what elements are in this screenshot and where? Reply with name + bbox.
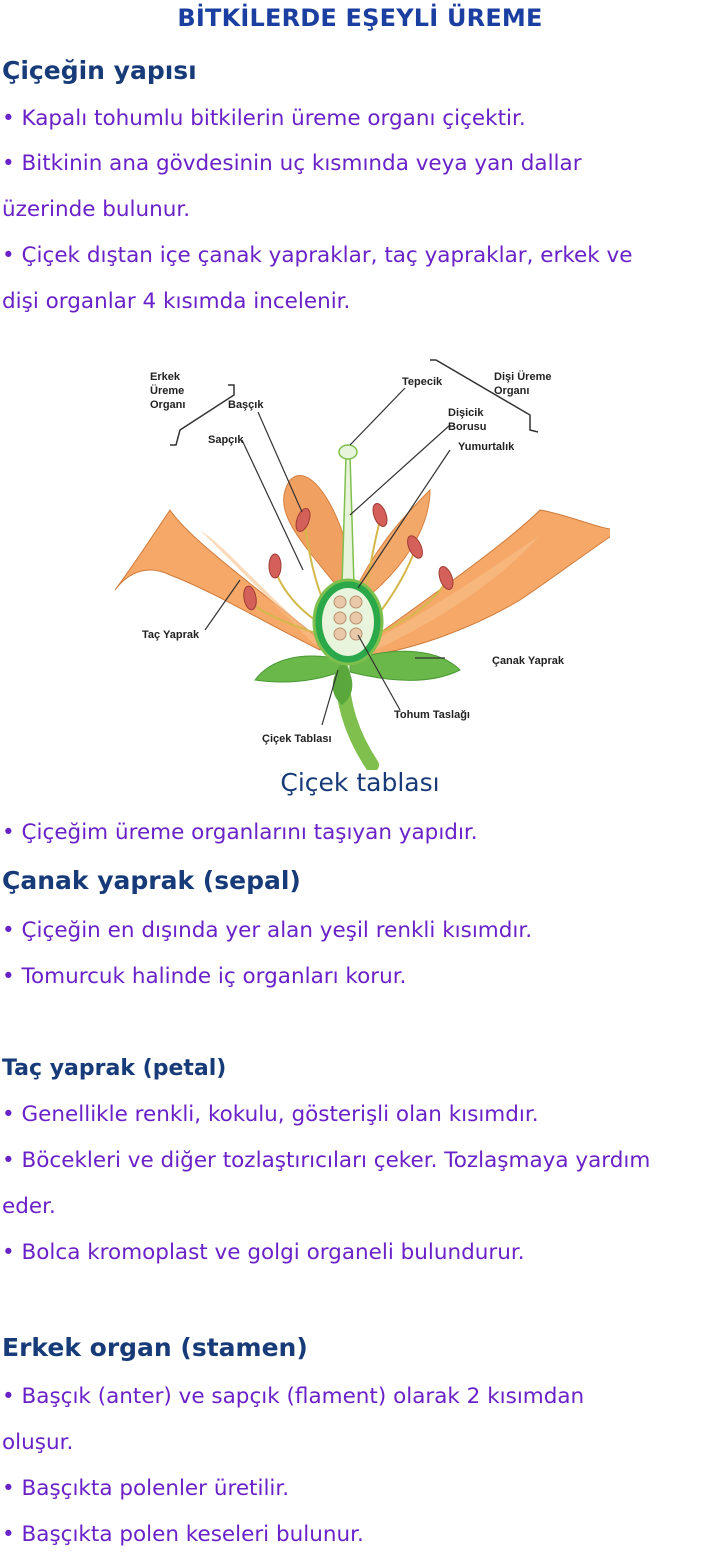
text-line: • Böcekleri ve diğer tozlaştırıcıları çeker. Tozlaşmaya yardım bbox=[2, 1148, 651, 1173]
heading-erkek-organ: Erkek organ (stamen) bbox=[2, 1333, 308, 1362]
text-line: • Başçıkta polenler üretilir. bbox=[2, 1476, 290, 1501]
text-line: dişi organlar 4 kısımda incelenir. bbox=[2, 289, 351, 314]
label-yumurtalik: Yumurtalık bbox=[458, 441, 515, 453]
label-tohum-taslagi: Tohum Taslağı bbox=[394, 709, 470, 721]
heading-cicegin-yapisi: Çiçeğin yapısı bbox=[2, 56, 197, 85]
heading-canak-yaprak: Çanak yaprak (sepal) bbox=[2, 866, 301, 895]
flower-diagram bbox=[110, 340, 610, 770]
label-cicek-tablasi: Çiçek Tablası bbox=[262, 733, 332, 745]
label-disicik-borusu: Borusu bbox=[448, 421, 487, 433]
text-line: • Çiçek dıştan içe çanak yapraklar, taç yapraklar, erkek ve bbox=[2, 243, 633, 268]
text-line: • Çiçeğim üreme organlarını taşıyan yapıdır. bbox=[2, 820, 478, 845]
text-line: üzerinde bulunur. bbox=[2, 197, 191, 222]
heading-tac-yaprak: Taç yaprak (petal) bbox=[2, 1056, 227, 1081]
page-title: BİTKİLERDE EŞEYLİ ÜREME bbox=[177, 4, 543, 32]
label-disicik-borusu: Dişicik bbox=[448, 407, 484, 419]
style bbox=[342, 455, 354, 585]
text-line: • Kapalı tohumlu bitkilerin üreme organı çiçektir. bbox=[2, 106, 526, 131]
text-line: • Genellikle renkli, kokulu, gösterişli olan kısımdır. bbox=[2, 1102, 539, 1127]
label-disi-organ: Organı bbox=[494, 385, 530, 397]
text-line: oluşur. bbox=[2, 1430, 74, 1455]
label-canak-yaprak: Çanak Yaprak bbox=[492, 655, 564, 667]
text-line: • Bitkinin ana gövdesinin uç kısmında veya yan dallar bbox=[2, 151, 582, 176]
label-erkek-organ: Üreme bbox=[150, 385, 185, 397]
text-line: • Başçıkta polen keseleri bulunur. bbox=[2, 1522, 364, 1547]
text-line: • Bolca kromoplast ve golgi organeli bulundurur. bbox=[2, 1240, 525, 1265]
label-disi-organ: Dişi Üreme bbox=[494, 371, 552, 383]
label-tepecik: Tepecik bbox=[402, 376, 443, 388]
label-sapcik: Sapçık bbox=[208, 434, 244, 446]
text-line: • Tomurcuk halinde iç organları korur. bbox=[2, 964, 407, 989]
heading-cicek-tablasi: Çiçek tablası bbox=[280, 768, 440, 797]
label-erkek-organ: Organı bbox=[150, 399, 186, 411]
label-bascik: Başçık bbox=[228, 399, 264, 411]
text-line: • Başçık (anter) ve sapçık (flament) olarak 2 kısımdan bbox=[2, 1384, 585, 1409]
label-erkek-organ: Erkek bbox=[150, 371, 180, 383]
stigma bbox=[339, 445, 357, 459]
text-line: eder. bbox=[2, 1194, 56, 1219]
label-tac-yaprak: Taç Yaprak bbox=[142, 629, 200, 641]
text-line: • Çiçeğin en dışında yer alan yeşil renkli kısımdır. bbox=[2, 918, 533, 943]
